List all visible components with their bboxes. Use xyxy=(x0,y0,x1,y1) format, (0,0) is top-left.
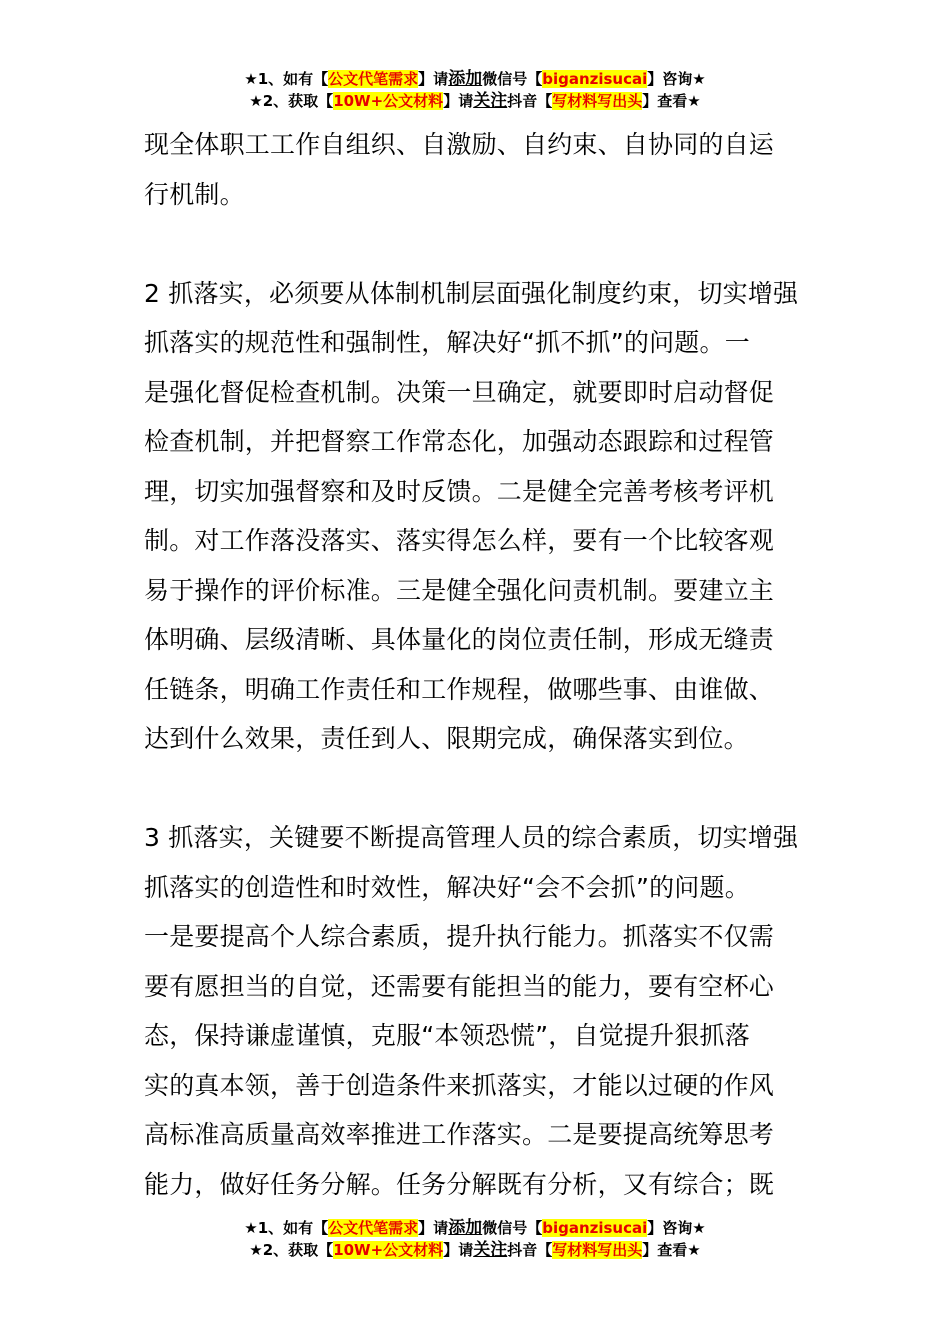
banner-highlight: 10W+公文材料 xyxy=(333,92,444,110)
banner-line-1 xyxy=(0,1217,950,1239)
paragraph-gap xyxy=(144,764,808,814)
text-line: 态，保持谦虚谨慎，克服“本领恐慌”，自觉提升狠抓落 xyxy=(144,1021,750,1050)
banner-highlight: 公文代笔需求 xyxy=(328,1219,419,1237)
text-line: 任链条，明确工作责任和工作规程，做哪些事、由谁做、 xyxy=(144,674,775,704)
paragraph-2 xyxy=(144,269,808,764)
banner-line-1 xyxy=(0,68,950,90)
banner-text: ★2、获取【 xyxy=(249,92,334,110)
banner-line-2 xyxy=(0,90,950,112)
banner-underlined-text: 添加 xyxy=(448,1218,483,1238)
text-line: 要有愿担当的自觉，还需要有能担当的能力，要有空杯心 xyxy=(144,971,775,1001)
banner-text: ★2、获取【 xyxy=(249,1241,334,1259)
banner-text: 】请 xyxy=(443,1241,474,1259)
text-line: 易于操作的评价标准。三是健全强化问责机制。要建立主 xyxy=(144,575,775,605)
banner-text: 】请 xyxy=(418,70,449,88)
banner-text: 微信号【 xyxy=(482,1219,543,1237)
banner-highlight: 公文代笔需求 xyxy=(328,70,419,88)
banner-highlight: biganzisucai xyxy=(542,1219,648,1237)
text-line: 体明确、层级清晰、具体量化的岗位责任制，形成无缝责 xyxy=(144,625,775,654)
paragraph-3 xyxy=(144,813,808,1209)
banner-text: 】请 xyxy=(443,92,474,110)
banner-text: 】请 xyxy=(418,1219,449,1237)
header-banner xyxy=(0,68,950,112)
banner-text: 微信号【 xyxy=(482,70,543,88)
banner-text: 】查看★ xyxy=(642,1241,701,1259)
footer-banner xyxy=(0,1217,950,1261)
banner-text: ★1、如有【 xyxy=(244,1219,329,1237)
text-line: 检查机制，并把督察工作常态化，加强动态跟踪和过程管 xyxy=(144,427,775,456)
banner-underlined-text: 关注 xyxy=(473,91,508,111)
text-line: 能力，做好任务分解。任务分解既有分析，又有综合；既 xyxy=(144,1169,775,1199)
text-line: 现全体职工工作自组织、自激励、自约束、自协同的自运 xyxy=(144,130,775,159)
text-line: 3 抓落实，关键要不断提高管理人员的综合素质，切实增强 xyxy=(144,823,799,852)
text-line: 实的真本领，善于创造条件来抓落实，才能以过硬的作风 xyxy=(144,1070,775,1100)
text-line: 理，切实加强督察和及时反馈。二是健全完善考核考评机 xyxy=(144,476,775,506)
text-line: 是强化督促检查机制。决策一旦确定，就要即时启动督促 xyxy=(144,377,775,407)
text-line: 高标准高质量高效率推进工作落实。二是要提高统筹思考 xyxy=(144,1120,775,1149)
banner-text: ★1、如有【 xyxy=(244,70,329,88)
banner-highlight: biganzisucai xyxy=(542,70,648,88)
document-body xyxy=(144,120,808,1209)
text-line: 2 抓落实，必须要从体制机制层面强化制度约束，切实增强 xyxy=(144,278,799,308)
banner-text: 】咨询★ xyxy=(647,1219,706,1237)
text-line: 制。对工作落没落实、落实得怎么样，要有一个比较客观 xyxy=(144,526,775,555)
banner-line-2 xyxy=(0,1239,950,1261)
text-line: 达到什么效果，责任到人、限期完成，确保落实到位。 xyxy=(144,724,749,753)
text-line: 抓落实的规范性和强制性，解决好“抓不抓”的问题。一 xyxy=(144,328,750,357)
banner-text: 抖音【 xyxy=(507,92,553,110)
paragraph-gap xyxy=(144,219,808,269)
banner-underlined-text: 关注 xyxy=(473,1240,508,1260)
banner-text: 抖音【 xyxy=(507,1241,553,1259)
banner-underlined-text: 添加 xyxy=(448,69,483,89)
paragraph-continuation xyxy=(144,120,808,219)
text-line: 行机制。 xyxy=(144,179,245,209)
banner-highlight: 写材料写出头 xyxy=(552,92,643,110)
banner-text: 】咨询★ xyxy=(647,70,706,88)
banner-highlight: 10W+公文材料 xyxy=(333,1241,444,1259)
banner-text: 】查看★ xyxy=(642,92,701,110)
text-line: 一是要提高个人综合素质，提升执行能力。抓落实不仅需 xyxy=(144,922,775,951)
text-line: 抓落实的创造性和时效性，解决好“会不会抓”的问题。 xyxy=(144,872,750,902)
banner-highlight: 写材料写出头 xyxy=(552,1241,643,1259)
